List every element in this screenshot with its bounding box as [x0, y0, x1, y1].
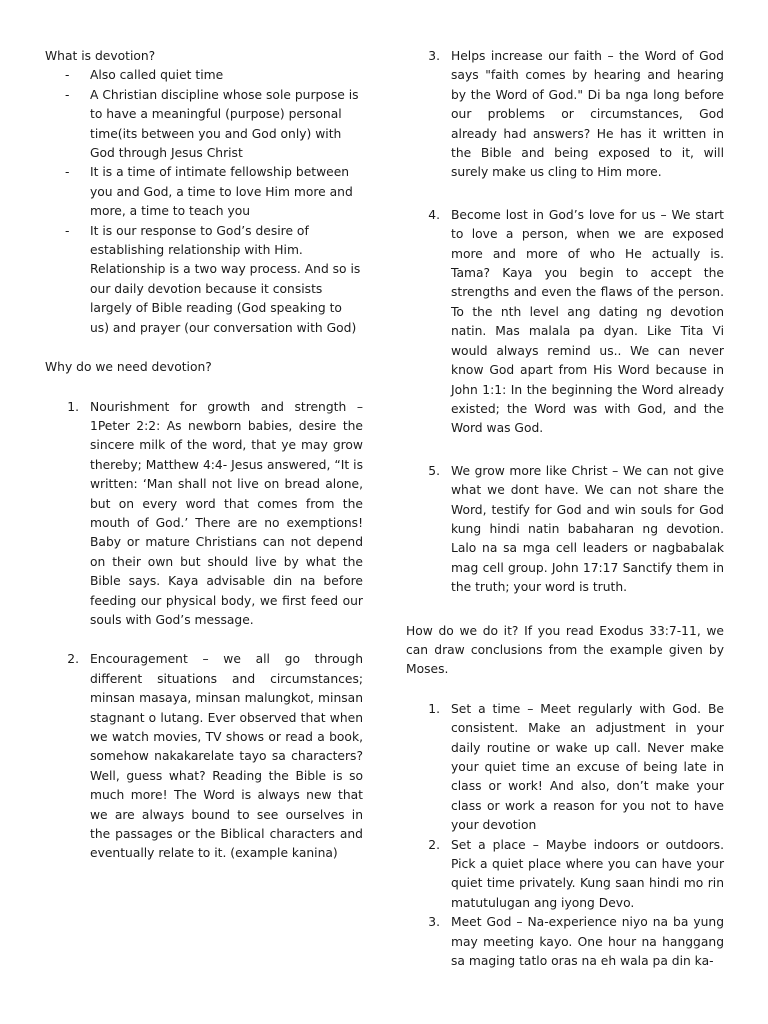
- definition-item: [45, 86, 363, 164]
- definition-item: [45, 66, 363, 85]
- reason-text: Become lost in God’s love for us – We start to love a person, when we are exposed more and more of who He actually is. Tama? Kaya you begin to accept the strengths and even the flaws of the person. To the nth level ang dating ng devotion natin. Mas malala pa dyan. Like Tita Vi would always remind us.. We can never know God apart from His Word because in John 1:1: In the beginning the Word already existed; the Word was with God, and the Word was God.: [451, 207, 724, 436]
- item-number: 3.: [428, 915, 440, 930]
- item-number: 4.: [428, 207, 440, 222]
- definition-item: [45, 222, 363, 338]
- definition-list: [45, 66, 363, 338]
- dash-marker: -: [65, 68, 70, 83]
- reason-item: [406, 462, 724, 598]
- item-number: 2.: [428, 837, 440, 852]
- how-to-intro: How do we do it? If you read Exodus 33:7-11, we can draw conclusions from the example given by Moses.: [406, 623, 724, 677]
- heading-why-devotion: Why do we need devotion?: [45, 360, 212, 375]
- reason-text: Helps increase our faith – the Word of God says "faith comes by hearing and hearing by the Word of God." Di ba nga long before our problems or circumstances, God already had answers? He has it written in the Bible and being exposed to it, will surely make us cling to Him more.: [451, 49, 724, 180]
- dash-marker: -: [65, 223, 70, 238]
- reasons-list-right: [406, 47, 724, 598]
- dash-marker: -: [65, 165, 70, 180]
- item-number: 1.: [67, 399, 79, 414]
- item-number: 3.: [428, 49, 440, 63]
- reason-text: We grow more like Christ – We can not give what we dont have. We can not share the Word, testify for God and win souls for God kung hindi natin babaharan ng devotion. Lalo na sa mga cell leaders or nagbabalak mag cell group. John 17:17 Sanctify them in the truth; your word is truth.: [451, 463, 724, 595]
- steps-list: [406, 700, 724, 972]
- step-text: Set a time – Meet regularly with God. Be consistent. Make an adjustment in your daily routine or wake up call. Never make your quiet time an excuse of being late in class or work! And also, don’t make your class or work a reason for you not to have your devotion: [451, 701, 724, 833]
- reason-text: Encouragement – we all go through different situations and circumstances; minsan masaya, minsan malungkot, minsan stagnant o lutang. Ever observed that when we watch movies, TV shows or read a book, somehow nakakarelate tayo sa characters? Well, guess what? Reading the Bible is so much more! The Word is always new that we are always bound to see ourselves in the passages or the Biblical characters and eventually relate to it. (example kanina): [90, 652, 363, 861]
- step-text: Meet God – Na-experience niyo na ba yung may meeting kayo. One hour na hanggang sa maging tatlo oras na eh wala pa din ka-: [451, 915, 724, 969]
- definition-text: A Christian discipline whose sole purpose is to have a meaningful (purpose) personal time(its between you and God only) with God through Jesus Christ: [90, 87, 359, 161]
- step-item: [406, 700, 724, 836]
- reasons-list-left: [45, 398, 363, 864]
- step-text: Set a place – Maybe indoors or outdoors. Pick a quiet place where you can have your quiet time privately. Kung saan hindi mo rin matutulugan ang iyong Devo.: [451, 837, 724, 910]
- item-number: 2.: [67, 652, 79, 667]
- reason-item: [406, 47, 724, 183]
- reason-item: [45, 650, 363, 863]
- reason-item: [45, 398, 363, 631]
- definition-text: Also called quiet time: [90, 68, 224, 83]
- definition-text: It is our response to God’s desire of establishing relationship with Him. Relationship is a two way process. And so is our daily devotion because it consists largely of Bible reading (God speaking to us) and prayer (our conversation with God): [90, 223, 361, 335]
- step-item: [406, 913, 724, 971]
- reason-text: Nourishment for growth and strength – 1Peter 2:2: As newborn babies, desire the sincere milk of the word, that ye may grow thereby; Matthew 4:4- Jesus answered, “It is written: ‘Man shall not live on bread alone, but on every word that comes from the mouth of God.’ There are no exemptions! Baby or mature Christians can not depend on their own but should live by what the Bible says. Kaya advisable din na before feeding our physical body, we first feed our souls with God’s message.: [90, 399, 363, 627]
- left-column: [45, 47, 363, 864]
- step-item: [406, 836, 724, 914]
- definition-text: It is a time of intimate fellowship between you and God, a time to love Him more and more, a time to teach you: [90, 165, 353, 219]
- reason-item: [406, 206, 724, 439]
- item-number: 1.: [428, 701, 440, 716]
- heading-what-is-devotion: What is devotion?: [45, 49, 156, 63]
- right-column: [406, 47, 724, 971]
- definition-item: [45, 163, 363, 221]
- item-number: 5.: [428, 463, 440, 478]
- dash-marker: -: [65, 87, 70, 102]
